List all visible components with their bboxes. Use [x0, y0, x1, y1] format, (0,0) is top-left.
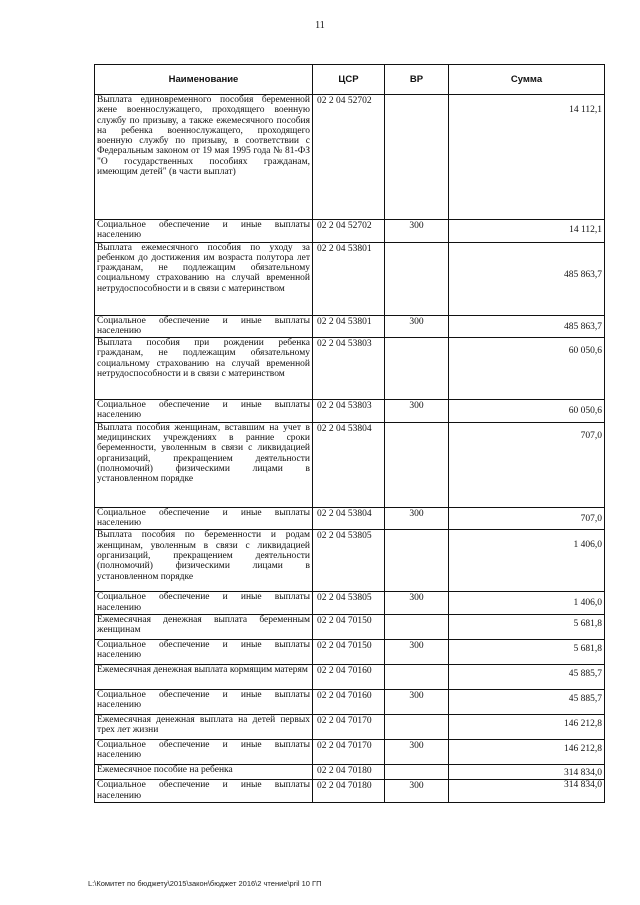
row-sum: 314 834,0 — [564, 780, 602, 791]
row-name: Ежемесячное пособие на ребенка — [95, 764, 313, 779]
table-row — [95, 338, 605, 400]
row-csr: 02 2 04 53805 — [313, 592, 385, 615]
row-name: Социальное обеспечение и иные выплаты населению — [95, 220, 313, 243]
budget-table — [94, 64, 605, 803]
row-name: Социальное обеспечение и иные выплаты населению — [95, 739, 313, 764]
row-sum-cell — [449, 664, 605, 689]
row-name: Выплата ежемесячного пособия по уходу за ребенком до достижения им возраста полутора лет гражданам, не подлежащим обязательному социальному страхованию на случай временной нетрудоспособности и в связи с материнством — [95, 242, 313, 315]
row-name: Социальное обеспечение и иные выплаты населению — [95, 689, 313, 714]
row-sum: 146 212,8 — [564, 718, 602, 729]
table-row — [95, 739, 605, 764]
row-csr: 02 2 04 53803 — [313, 338, 385, 400]
row-vr — [385, 422, 449, 507]
row-sum: 45 885,7 — [568, 693, 602, 704]
row-csr: 02 2 04 53801 — [313, 242, 385, 315]
table-row — [95, 220, 605, 243]
row-vr: 300 — [385, 639, 449, 664]
row-sum-cell — [449, 639, 605, 664]
row-vr — [385, 614, 449, 639]
row-sum: 707,0 — [580, 430, 602, 441]
row-sum: 45 885,7 — [568, 668, 602, 679]
row-name: Ежемесячная денежная выплата на детей первых трех лет жизни — [95, 714, 313, 739]
row-csr: 02 2 04 70160 — [313, 664, 385, 689]
row-vr: 300 — [385, 592, 449, 615]
row-csr: 02 2 04 70170 — [313, 714, 385, 739]
row-sum-cell — [449, 689, 605, 714]
table-row — [95, 780, 605, 803]
table-row — [95, 639, 605, 664]
table-row — [95, 507, 605, 530]
row-vr: 300 — [385, 689, 449, 714]
row-name: Социальное обеспечение и иные выплаты населению — [95, 639, 313, 664]
row-csr: 02 2 04 70180 — [313, 764, 385, 779]
row-sum-cell — [449, 400, 605, 423]
table-row — [95, 714, 605, 739]
row-sum-cell — [449, 592, 605, 615]
row-csr: 02 2 04 70160 — [313, 689, 385, 714]
row-vr: 300 — [385, 400, 449, 423]
row-csr: 02 2 04 53801 — [313, 315, 385, 338]
row-sum-cell — [449, 507, 605, 530]
header-row — [95, 65, 605, 95]
table-row — [95, 95, 605, 220]
row-vr — [385, 714, 449, 739]
table-row — [95, 592, 605, 615]
row-vr — [385, 95, 449, 220]
row-sum: 14 112,1 — [569, 225, 602, 235]
row-csr: 02 2 04 53805 — [313, 530, 385, 592]
row-vr — [385, 338, 449, 400]
row-sum-cell — [449, 780, 605, 803]
row-sum-cell — [449, 242, 605, 315]
row-csr: 02 2 04 53804 — [313, 507, 385, 530]
row-vr: 300 — [385, 315, 449, 338]
row-sum-cell — [449, 764, 605, 779]
row-csr: 02 2 04 70170 — [313, 739, 385, 764]
table-row — [95, 764, 605, 779]
row-csr: 02 2 04 53803 — [313, 400, 385, 423]
row-name: Социальное обеспечение и иные выплаты населению — [95, 507, 313, 530]
table-row — [95, 614, 605, 639]
row-sum-cell — [449, 739, 605, 764]
row-name: Социальное обеспечение и иные выплаты населению — [95, 780, 313, 803]
row-name: Ежемесячная денежная выплата беременным женщинам — [95, 614, 313, 639]
row-vr — [385, 764, 449, 779]
row-sum: 707,0 — [580, 513, 602, 524]
row-name: Ежемесячная денежная выплата кормящим матерям — [95, 664, 313, 689]
row-csr: 02 2 04 52702 — [313, 220, 385, 243]
row-vr — [385, 530, 449, 592]
header-csr: ЦСР — [313, 65, 385, 95]
page-number: 11 — [315, 20, 325, 31]
row-name: Социальное обеспечение и иные выплаты населению — [95, 400, 313, 423]
row-sum-cell — [449, 714, 605, 739]
row-csr: 02 2 04 52702 — [313, 95, 385, 220]
header-sum: Сумма — [449, 65, 605, 95]
row-sum: 14 112,1 — [569, 105, 602, 115]
row-sum: 5 681,8 — [573, 643, 602, 654]
row-vr: 300 — [385, 220, 449, 243]
file-path: L:\Комитет по бюджету\2015\закон\бюджет 2016\2 чтение\pril 10 ГП — [88, 879, 322, 888]
row-csr: 02 2 04 70150 — [313, 614, 385, 639]
row-vr: 300 — [385, 780, 449, 803]
row-sum-cell — [449, 220, 605, 243]
row-sum: 60 050,6 — [568, 346, 602, 357]
row-sum: 314 834,0 — [564, 767, 602, 778]
row-sum-cell — [449, 422, 605, 507]
row-sum: 60 050,6 — [568, 406, 602, 417]
table-row — [95, 400, 605, 423]
table-row — [95, 315, 605, 338]
table-row — [95, 422, 605, 507]
row-sum-cell — [449, 95, 605, 220]
row-name: Социальное обеспечение и иные выплаты населению — [95, 315, 313, 338]
row-sum: 146 212,8 — [564, 743, 602, 754]
row-sum: 485 863,7 — [564, 321, 602, 332]
row-vr — [385, 242, 449, 315]
row-sum-cell — [449, 315, 605, 338]
row-sum-cell — [449, 530, 605, 592]
row-csr: 02 2 04 70150 — [313, 639, 385, 664]
row-name: Выплата пособия женщинам, вставшим на учет в медицинских учреждениях в ранние сроки беременности, уволенным в связи с ликвидацией организаций, прекращением деятельности (полномочий) физическими лицами в установленном порядке — [95, 422, 313, 507]
table-row — [95, 242, 605, 315]
row-sum: 5 681,8 — [573, 618, 602, 629]
row-sum-cell — [449, 614, 605, 639]
row-sum-cell — [449, 338, 605, 400]
table-row — [95, 664, 605, 689]
row-sum: 485 863,7 — [564, 269, 602, 280]
row-csr: 02 2 04 70180 — [313, 780, 385, 803]
header-vr: ВР — [385, 65, 449, 95]
row-vr — [385, 664, 449, 689]
row-name: Социальное обеспечение и иные выплаты населению — [95, 592, 313, 615]
table-row — [95, 530, 605, 592]
row-name: Выплата единовременного пособия беременной жене военнослужащего, проходящего военную службу по призыву, а также ежемесячного пособия на ребенка военнослужащего, проходящего военную службу по призыву, в соответствии с Федеральным законом от 19 мая 1995 года № 81-ФЗ "О государственных пособиях гражданам, имеющим детей" (в части выплат) — [95, 95, 313, 220]
row-sum: 1 406,0 — [573, 540, 602, 551]
row-sum: 1 406,0 — [573, 598, 602, 609]
row-vr: 300 — [385, 739, 449, 764]
row-vr: 300 — [385, 507, 449, 530]
header-name: Наименование — [95, 65, 313, 95]
row-csr: 02 2 04 53804 — [313, 422, 385, 507]
table-row — [95, 689, 605, 714]
row-name: Выплата пособия по беременности и родам женщинам, уволенным в связи с ликвидацией организаций, прекращением деятельности (полномочий) физическими лицами в установленном порядке — [95, 530, 313, 592]
row-name: Выплата пособия при рождении ребенка гражданам, не подлежащим обязательному социальному страхованию на случай временной нетрудоспособности и в связи с материнством — [95, 338, 313, 400]
